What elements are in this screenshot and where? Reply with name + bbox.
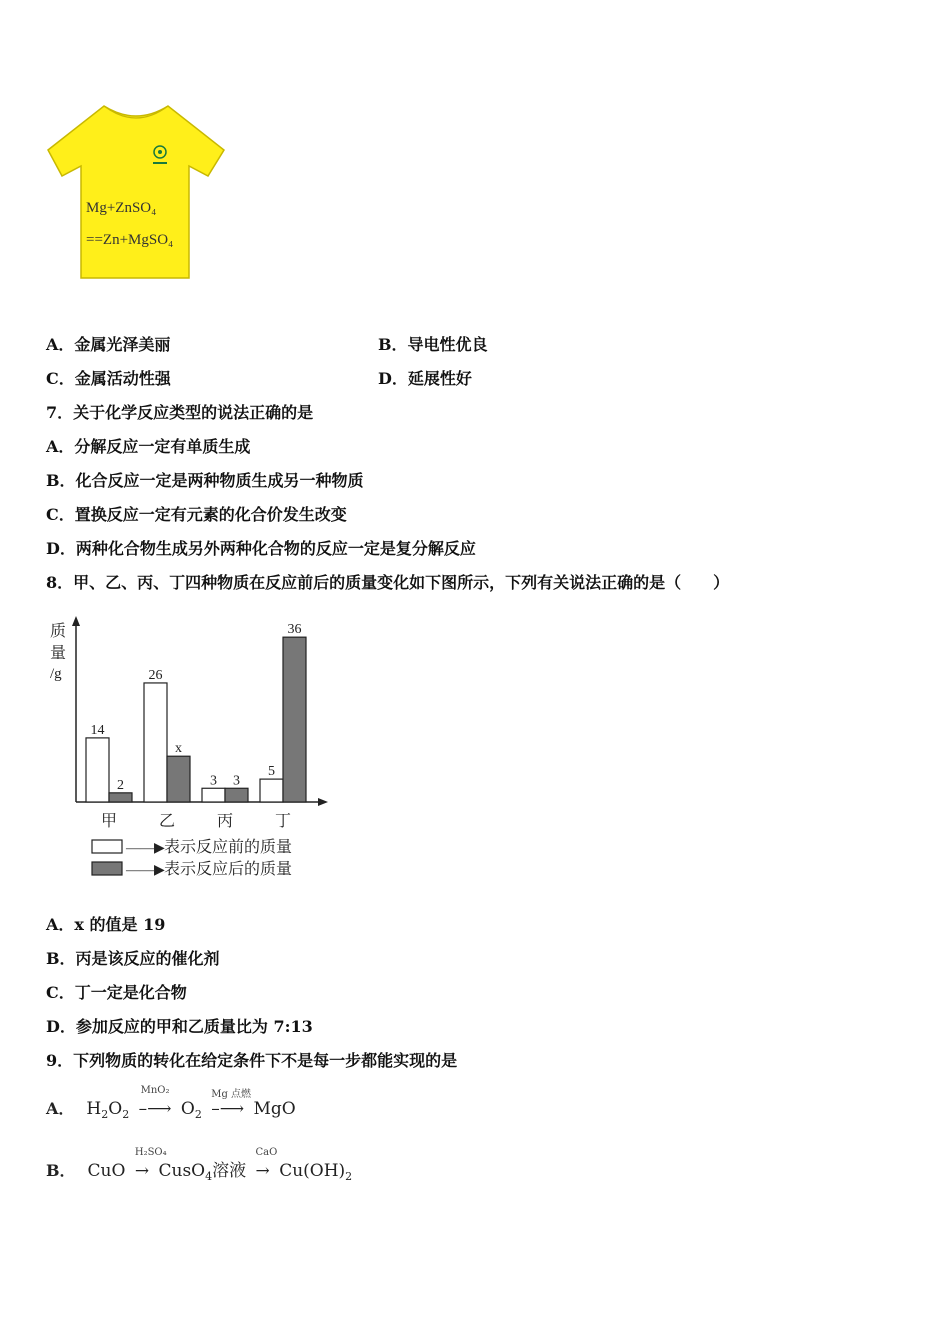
cu-oh-2: $Cu(OH)_2$ — [279, 1161, 353, 1183]
bar-value-label: 5 — [268, 764, 275, 780]
q9-option-a — [46, 1085, 296, 1121]
legend-arrow: ——▶ — [126, 863, 165, 878]
q8-option-b: B．丙是该反应的催化剂 — [46, 949, 220, 968]
mgo: MgO — [253, 1099, 296, 1119]
q9-option-a-label: A． — [46, 1099, 75, 1118]
bar-value-label: x — [175, 741, 182, 757]
h2o2: $H_2O_2$ — [86, 1099, 130, 1121]
category-label: 丙 — [216, 813, 234, 830]
cuo: CuO — [87, 1161, 126, 1181]
reaction-arrow-2: Mg 点燃 –⟶ — [211, 1089, 252, 1119]
q7-option-b: B．化合反应一定是两种物质生成另一种物质 — [46, 471, 364, 490]
y-axis-label-char: 量 — [50, 645, 67, 662]
bar-after — [225, 788, 248, 802]
legend-text-before: 表示反应前的质量 — [164, 839, 293, 856]
bar-before — [202, 788, 225, 802]
q7-option-a: A．分解反应一定有单质生成 — [46, 437, 251, 456]
bar-value-label: 14 — [90, 722, 105, 738]
category-label: 甲 — [100, 813, 118, 830]
tshirt-image — [46, 104, 226, 284]
q7-stem: 7．关于化学反应类型的说法正确的是 — [46, 403, 314, 422]
q8-stem: 8．甲、乙、丙、丁四种物质在反应前后的质量变化如下图所示，下列有关说法正确的是（ ） — [46, 573, 730, 592]
q8-option-d: D．参加反应的甲和乙质量比为 7:13 — [46, 1017, 313, 1036]
q6-option-b: B．导电性优良 — [378, 335, 488, 354]
q8-option-c: C．丁一定是化合物 — [46, 983, 187, 1002]
reaction-arrow-1: MnO₂ –⟶ — [138, 1085, 172, 1119]
y-axis-label-char: 质 — [50, 623, 67, 640]
tshirt-line2: ==Zn+MgSO₄ — [86, 232, 174, 248]
reaction-arrow-3: H₂SO₄ → — [134, 1147, 167, 1181]
cuso4-solution: CusO$_4$溶液 — [158, 1161, 247, 1183]
q7-option-d: D．两种化合物生成另外两种化合物的反应一定是复分解反应 — [46, 539, 476, 558]
bar-after — [283, 637, 306, 802]
bar-after — [109, 793, 132, 802]
bar-value-label: 2 — [117, 777, 124, 793]
bar-before — [144, 683, 167, 802]
q7-option-c: C．置换反应一定有元素的化合价发生改变 — [46, 505, 347, 524]
bar-after — [167, 756, 190, 802]
q6-option-d: D．延展性好 — [378, 369, 472, 388]
q9-stem: 9．下列物质的转化在给定条件下不是每一步都能实现的是 — [46, 1051, 458, 1070]
o2: $O_2$ — [180, 1099, 202, 1121]
x-axis-arrow-icon — [318, 798, 328, 806]
y-axis-unit: /g — [50, 666, 62, 682]
mass-chart — [40, 612, 340, 891]
tshirt-line1: Mg+ZnSO₄ — [86, 200, 157, 216]
q6-option-a: A．金属光泽美丽 — [46, 335, 171, 354]
category-label: 丁 — [274, 813, 292, 830]
q6-option-c: C．金属活动性强 — [46, 369, 171, 388]
category-label: 乙 — [158, 813, 176, 830]
q9-option-b-label: B． — [46, 1161, 76, 1180]
legend-swatch-after — [92, 862, 122, 875]
bar-value-label: 26 — [148, 667, 163, 683]
legend-swatch-before — [92, 840, 122, 853]
legend-arrow: ——▶ — [126, 841, 165, 856]
reaction-arrow-4: CaO → — [255, 1147, 278, 1181]
bar-value-label: 3 — [210, 773, 217, 789]
legend-text-after: 表示反应后的质量 — [164, 861, 293, 878]
y-axis-arrow-icon — [72, 616, 80, 626]
q9-option-b — [46, 1147, 353, 1183]
bar-value-label: 36 — [287, 622, 302, 638]
bar-before — [86, 738, 109, 802]
q8-option-a: A．x 的值是 19 — [46, 915, 166, 934]
tshirt-shape — [48, 106, 224, 278]
bar-before — [260, 779, 283, 802]
bar-value-label: 3 — [233, 773, 240, 789]
